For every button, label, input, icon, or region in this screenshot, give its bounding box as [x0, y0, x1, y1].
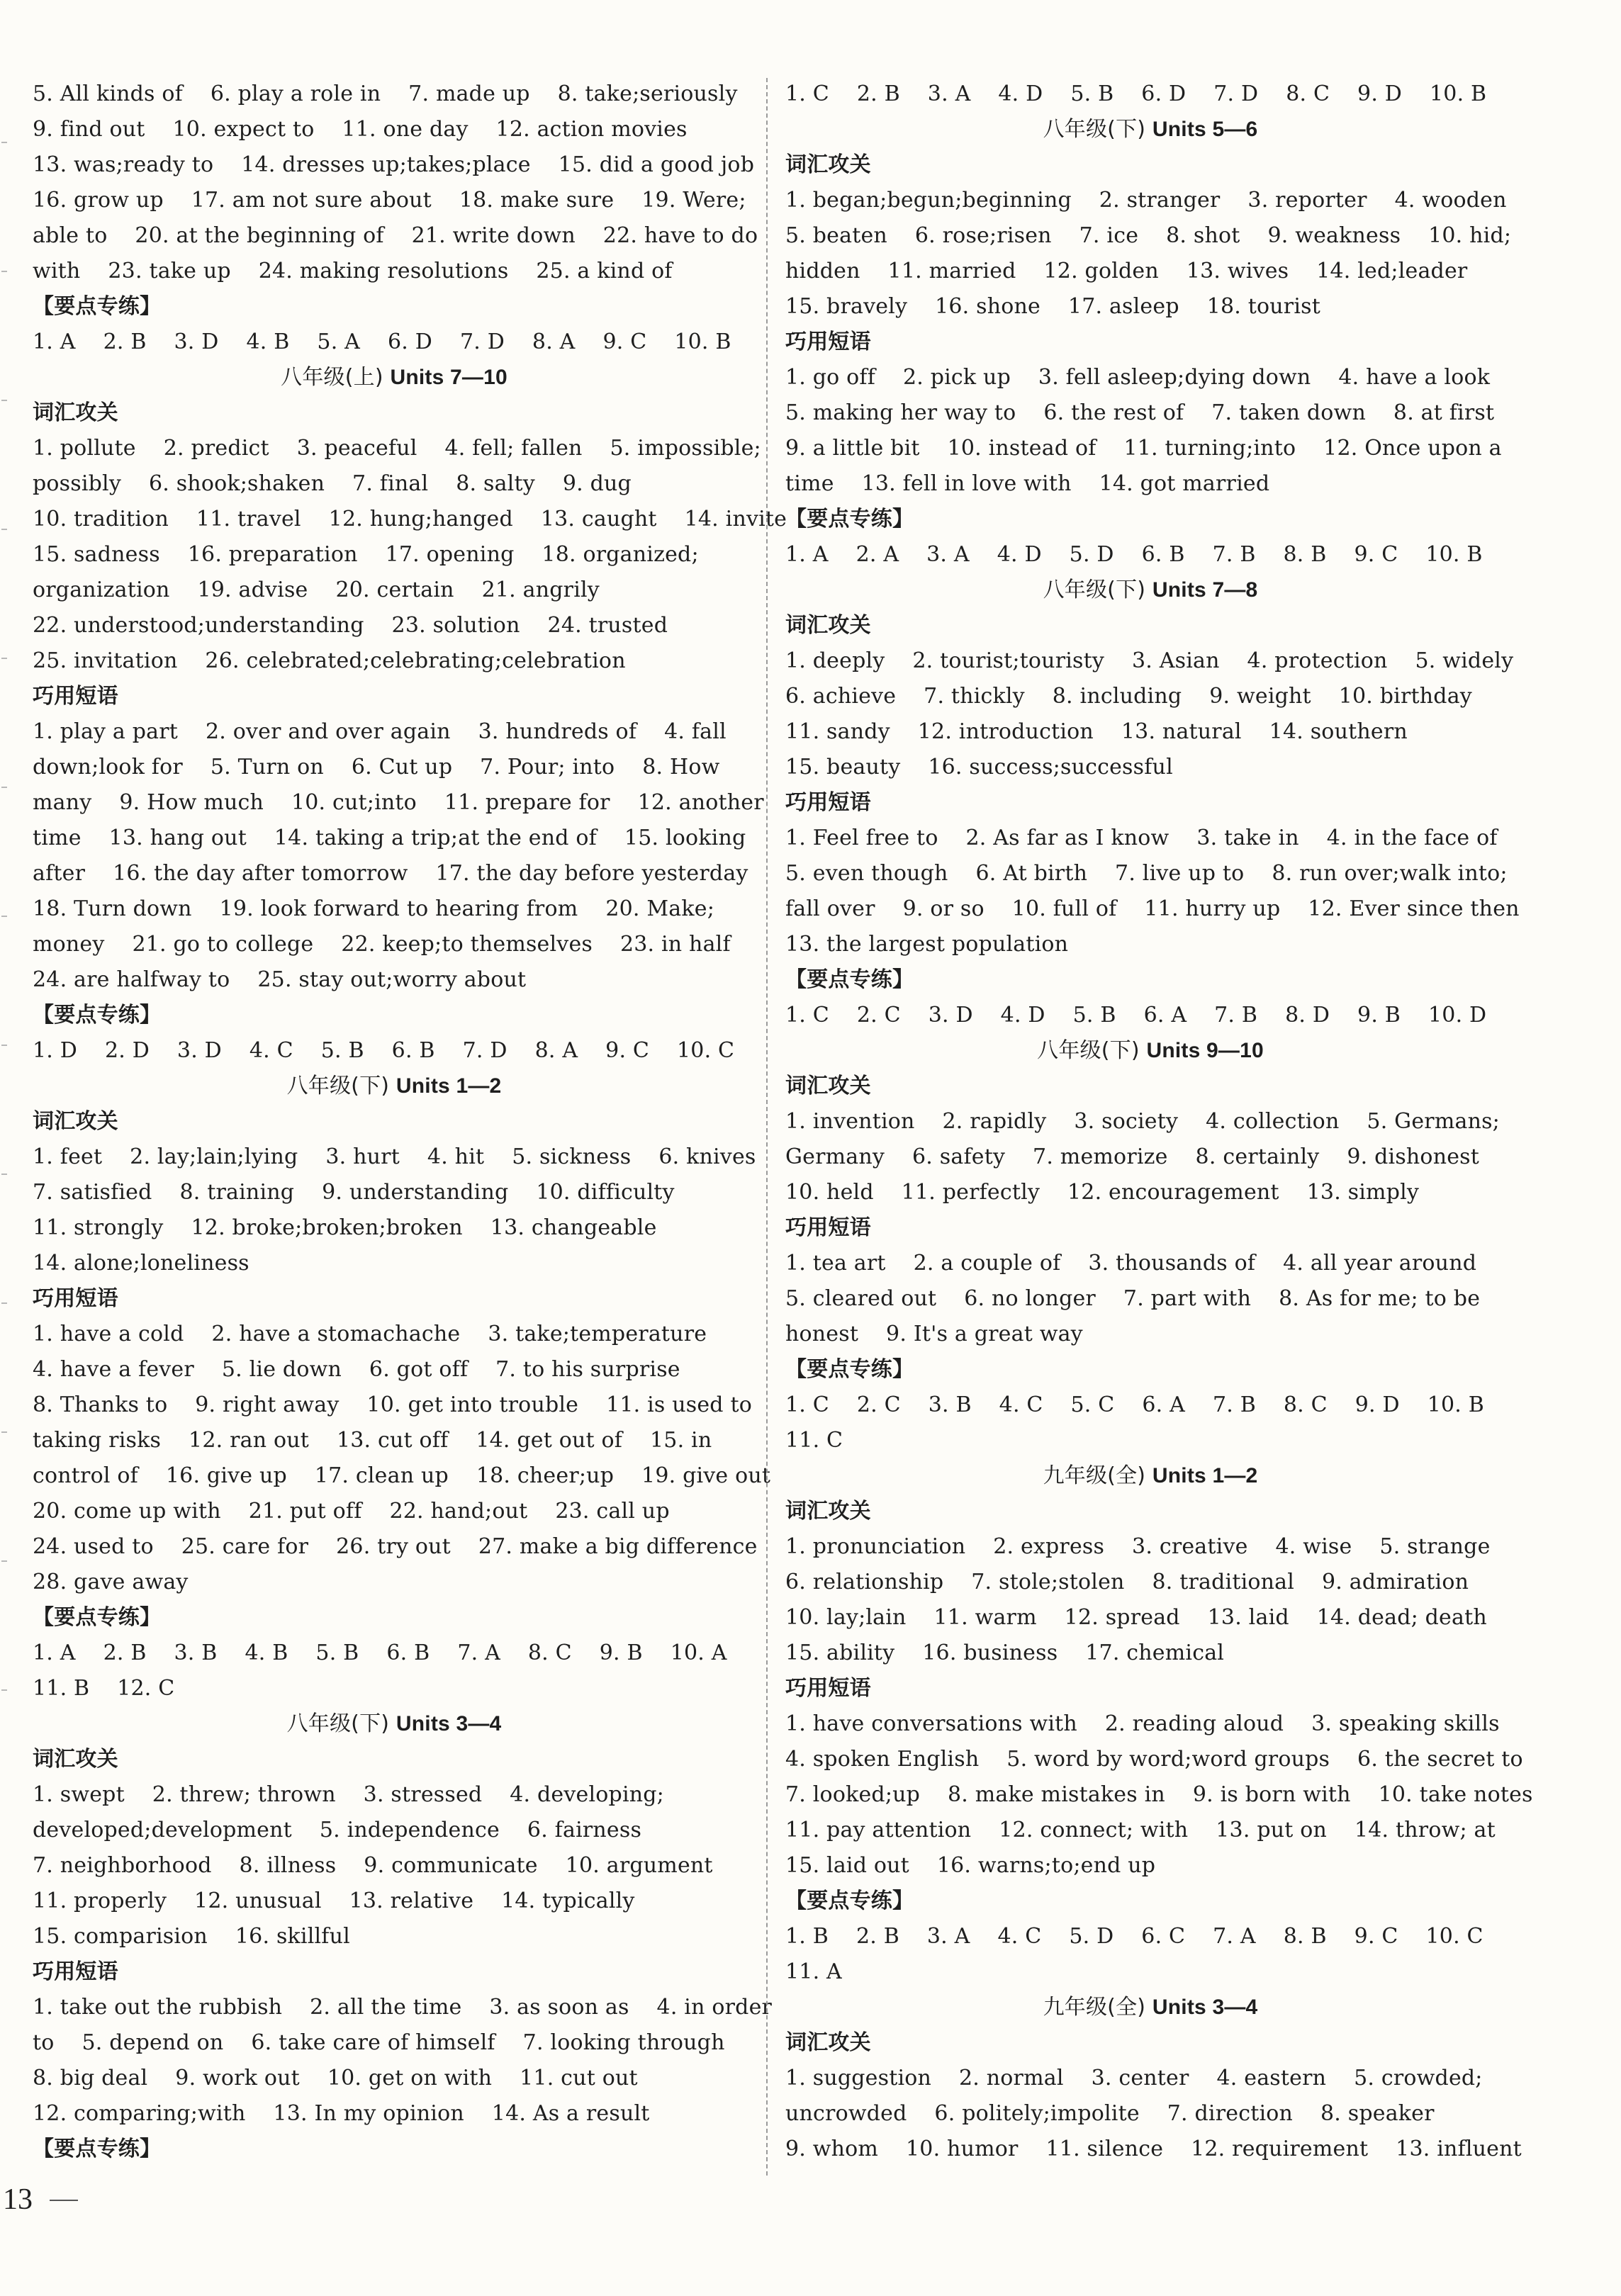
answer-line: 28. gave away [33, 1570, 189, 1594]
answer-line: 1. B 2. B 3. A 4. C 5. D 6. C 7. A 8. B 9. C 10. C [785, 1924, 1483, 1949]
section-label: 词汇攻关 [785, 152, 871, 177]
section-label: 词汇攻关 [33, 400, 118, 425]
section-label: 巧用短语 [785, 330, 871, 354]
answer-line: 7. satisfied 8. training 9. understanding 10. difficulty [33, 1180, 675, 1205]
answer-line: 5. making her way to 6. the rest of 7. taken down 8. at first [785, 400, 1495, 425]
section-label: 词汇攻关 [33, 1747, 118, 1772]
section-label: 巧用短语 [785, 790, 871, 815]
answer-line: money 21. go to college 22. keep;to themselves 23. in half [33, 932, 731, 957]
section-label: 【要点专练】 [33, 1003, 162, 1028]
answer-line: honest 9. It's a great way [785, 1322, 1083, 1346]
unit-heading-units: Units 9—10 [1146, 1039, 1264, 1062]
unit-heading-grade: 八年级(上) [281, 365, 383, 390]
answer-line: 11. A [785, 1959, 842, 1984]
answer-line: 7. looked;up 8. make mistakes in 9. is born with 10. take notes [785, 1782, 1533, 1807]
unit-heading [785, 573, 1515, 608]
section-label: 【要点专练】 [33, 1605, 162, 1630]
answer-line: 1. C 2. C 3. D 4. D 5. B 6. A 7. B 8. D 9. B 10. D [785, 1003, 1487, 1028]
answer-line: 1. A 2. A 3. A 4. D 5. D 6. B 7. B 8. B 9. C 10. B [785, 542, 1483, 567]
answer-line: 11. C [785, 1428, 843, 1453]
answer-line: to 5. depend on 6. take care of himself 7. looking through [33, 2030, 725, 2055]
right-column [785, 77, 1533, 2167]
answer-line: 15. sadness 16. preparation 17. opening 18. organized; [33, 542, 699, 567]
answer-line: hidden 11. married 12. golden 13. wives 14. led;leader [785, 259, 1468, 283]
section-label: 巧用短语 [33, 684, 118, 709]
answer-line: fall over 9. or so 10. full of 11. hurry up 12. Ever since then [785, 896, 1520, 921]
answer-line: 15. comparision 16. skillful [33, 1924, 350, 1949]
unit-heading-grade: 九年级(全) [1043, 1995, 1146, 2020]
page-number-dash [50, 2200, 78, 2201]
answer-line: 7. neighborhood 8. illness 9. communicate 10. argument [33, 1853, 713, 1878]
unit-heading [785, 1033, 1515, 1069]
answer-line: 1. invention 2. rapidly 3. society 4. collection 5. Germans; [785, 1109, 1500, 1134]
answer-line: 1. began;begun;beginning 2. stranger 3. reporter 4. wooden [785, 188, 1507, 213]
section-label: 【要点专练】 [785, 1889, 914, 1913]
answer-line: 6. relationship 7. stole;stolen 8. traditional 9. admiration [785, 1570, 1469, 1594]
unit-heading [33, 1706, 756, 1742]
answer-line: 1. deeply 2. tourist;touristy 3. Asian 4. protection 5. widely [785, 648, 1514, 673]
answer-line: 1. have a cold 2. have a stomachache 3. take;temperature [33, 1322, 707, 1346]
answer-line: 9. a little bit 10. instead of 11. turning;into 12. Once upon a [785, 436, 1502, 461]
unit-heading-units: Units 7—10 [390, 366, 507, 389]
answer-line: 8. big deal 9. work out 10. get on with 11. cut out [33, 2066, 638, 2090]
answer-line: 1. D 2. D 3. D 4. C 5. B 6. B 7. D 8. A 9. C 10. C [33, 1038, 735, 1063]
answer-line: 1. C 2. C 3. B 4. C 5. C 6. A 7. B 8. C 9. D 10. B [785, 1392, 1485, 1417]
answer-line: 24. are halfway to 25. stay out;worry about [33, 967, 527, 992]
unit-heading-grade: 八年级(下) [286, 1711, 390, 1736]
answer-line: 5. All kinds of 6. play a role in 7. made up 8. take;seriously [33, 81, 738, 106]
answer-line: 6. achieve 7. thickly 8. including 9. weight 10. birthday [785, 684, 1472, 709]
unit-heading-units: Units 1—2 [1152, 1464, 1258, 1487]
section-label: 【要点专练】 [785, 507, 914, 531]
answer-line: 4. have a fever 5. lie down 6. got off 7. to his surprise [33, 1357, 680, 1382]
answer-line: 11. properly 12. unusual 13. relative 14. typically [33, 1889, 635, 1913]
answer-line: many 9. How much 10. cut;into 11. prepare for 12. another [33, 790, 764, 815]
unit-heading-grade: 八年级(下) [286, 1074, 390, 1098]
answer-line: down;look for 5. Turn on 6. Cut up 7. Pour; into 8. How [33, 755, 720, 780]
answer-line: 9. find out 10. expect to 11. one day 12. action movies [33, 117, 688, 142]
section-label: 巧用短语 [785, 1676, 871, 1701]
answer-line: 1. swept 2. threw; thrown 3. stressed 4. developing; [33, 1782, 664, 1807]
answer-line: 1. have conversations with 2. reading aloud 3. speaking skills [785, 1711, 1500, 1736]
answer-line: time 13. hang out 14. taking a trip;at the end of 15. looking [33, 826, 746, 850]
answer-line: 1. Feel free to 2. As far as I know 3. take in 4. in the face of [785, 826, 1498, 850]
answer-line: 24. used to 25. care for 26. try out 27. make a big difference [33, 1534, 758, 1559]
section-label: 巧用短语 [33, 1959, 118, 1984]
unit-heading [785, 112, 1515, 147]
section-label: 【要点专练】 [785, 967, 914, 992]
unit-heading-grade: 八年级(下) [1043, 578, 1146, 602]
answer-line: 5. beaten 6. rose;risen 7. ice 8. shot 9. weakness 10. hid; [785, 223, 1512, 248]
section-label: 词汇攻关 [785, 2030, 871, 2055]
page-number: 13 [3, 2183, 33, 2216]
section-label: 巧用短语 [33, 1286, 118, 1311]
unit-heading-units: Units 3—4 [396, 1712, 502, 1735]
answer-line: 5. cleared out 6. no longer 7. part with 8. As for me; to be [785, 1286, 1481, 1311]
answer-line: 1. go off 2. pick up 3. fell asleep;dying down 4. have a look [785, 365, 1491, 390]
answer-line: 15. beauty 16. success;successful [785, 755, 1173, 780]
answer-line: 1. A 2. B 3. D 4. B 5. A 6. D 7. D 8. A 9. C 10. B [33, 330, 731, 354]
unit-heading-units: Units 1—2 [396, 1074, 502, 1098]
answer-line: 10. held 11. perfectly 12. encouragement 13. simply [785, 1180, 1420, 1205]
column-divider [766, 78, 768, 2176]
unit-heading [785, 1990, 1515, 2025]
answer-line: 8. Thanks to 9. right away 10. get into trouble 11. is used to [33, 1392, 752, 1417]
answer-line: 20. come up with 21. put off 22. hand;out 23. call up [33, 1499, 670, 1524]
unit-heading-grade: 八年级(下) [1043, 117, 1146, 142]
section-label: 词汇攻关 [785, 1074, 871, 1098]
answer-line: 15. bravely 16. shone 17. asleep 18. tourist [785, 294, 1320, 319]
section-label: 词汇攻关 [785, 1499, 871, 1524]
unit-heading [33, 360, 756, 395]
answer-line: uncrowded 6. politely;impolite 7. direction 8. speaker [785, 2101, 1435, 2126]
section-label: 【要点专练】 [33, 294, 162, 319]
answer-line: 1. pollute 2. predict 3. peaceful 4. fell; fallen 5. impossible; [33, 436, 761, 461]
section-label: 【要点专练】 [33, 2137, 162, 2161]
unit-heading-units: Units 3—4 [1152, 1996, 1258, 2019]
answer-line: time 13. fell in love with 14. got married [785, 471, 1270, 496]
binding-edge-marks [1, 142, 10, 1984]
answer-line: 9. whom 10. humor 11. silence 12. requirement 13. influent [785, 2137, 1522, 2161]
answer-line: 14. alone;loneliness [33, 1251, 249, 1276]
answer-line: 1. A 2. B 3. B 4. B 5. B 6. B 7. A 8. C 9. B 10. A [33, 1641, 727, 1665]
answer-line: control of 16. give up 17. clean up 18. cheer;up 19. give out [33, 1463, 771, 1488]
answer-line: 15. laid out 16. warns;to;end up [785, 1853, 1156, 1878]
section-label: 【要点专练】 [785, 1357, 914, 1382]
answer-line: 13. was;ready to 14. dresses up;takes;place 15. did a good job [33, 152, 755, 177]
unit-heading-units: Units 5—6 [1152, 118, 1258, 141]
answer-line: 10. tradition 11. travel 12. hung;hanged 13. caught 14. invite [33, 507, 787, 531]
answer-line: organization 19. advise 20. certain 21. angrily [33, 578, 600, 602]
unit-heading-units: Units 7—8 [1152, 578, 1258, 602]
answer-line: 1. pronunciation 2. express 3. creative 4. wise 5. strange [785, 1534, 1491, 1559]
section-label: 巧用短语 [785, 1215, 871, 1240]
answer-line: able to 20. at the beginning of 21. write down 22. have to do [33, 223, 758, 248]
answer-line: 10. lay;lain 11. warm 12. spread 13. laid 14. dead; death [785, 1605, 1487, 1630]
answer-line: after 16. the day after tomorrow 17. the day before yesterday [33, 861, 748, 886]
answer-line: 11. sandy 12. introduction 13. natural 14. southern [785, 719, 1408, 744]
answer-line: 18. Turn down 19. look forward to hearing from 20. Make; [33, 896, 715, 921]
answer-line: 1. play a part 2. over and over again 3. hundreds of 4. fall [33, 719, 727, 744]
answer-line: 25. invitation 26. celebrated;celebrating;celebration [33, 648, 626, 673]
answer-line: 11. strongly 12. broke;broken;broken 13. changeable [33, 1215, 657, 1240]
answer-line: 1. C 2. B 3. A 4. D 5. B 6. D 7. D 8. C 9. D 10. B [785, 81, 1487, 106]
answer-line: 1. tea art 2. a couple of 3. thousands of 4. all year around [785, 1251, 1477, 1276]
answer-line: 15. ability 16. business 17. chemical [785, 1641, 1225, 1665]
unit-heading-grade: 九年级(全) [1043, 1463, 1146, 1488]
answer-line: 5. even though 6. At birth 7. live up to 8. run over;walk into; [785, 861, 1508, 886]
answer-line: possibly 6. shook;shaken 7. final 8. salty 9. dug [33, 471, 632, 496]
answer-line: 1. feet 2. lay;lain;lying 3. hurt 4. hit 5. sickness 6. knives [33, 1144, 756, 1169]
answer-line: 16. grow up 17. am not sure about 18. make sure 19. Were; [33, 188, 746, 213]
answer-line: 11. pay attention 12. connect; with 13. put on 14. throw; at [785, 1818, 1496, 1842]
answer-line: taking risks 12. ran out 13. cut off 14. get out of 15. in [33, 1428, 712, 1453]
answer-line: 4. spoken English 5. word by word;word groups 6. the secret to [785, 1747, 1523, 1772]
answer-line: Germany 6. safety 7. memorize 8. certainly 9. dishonest [785, 1144, 1480, 1169]
section-label: 词汇攻关 [785, 613, 871, 638]
answer-line: 13. the largest population [785, 932, 1069, 957]
answer-line: 1. suggestion 2. normal 3. center 4. eastern 5. crowded; [785, 2066, 1483, 2090]
section-label: 词汇攻关 [33, 1109, 118, 1134]
left-column [33, 77, 787, 2167]
unit-heading-grade: 八年级(下) [1037, 1038, 1140, 1063]
unit-heading [33, 1069, 756, 1104]
answer-line: 1. take out the rubbish 2. all the time 3. as soon as 4. in order [33, 1995, 773, 2020]
answer-line: 11. B 12. C [33, 1676, 175, 1701]
unit-heading [785, 1458, 1515, 1494]
answer-line: developed;development 5. independence 6. fairness [33, 1818, 642, 1842]
answer-line: 22. understood;understanding 23. solution 24. trusted [33, 613, 668, 638]
answer-line: with 23. take up 24. making resolutions 25. a kind of [33, 259, 673, 283]
answer-line: 12. comparing;with 13. In my opinion 14. As a result [33, 2101, 650, 2126]
